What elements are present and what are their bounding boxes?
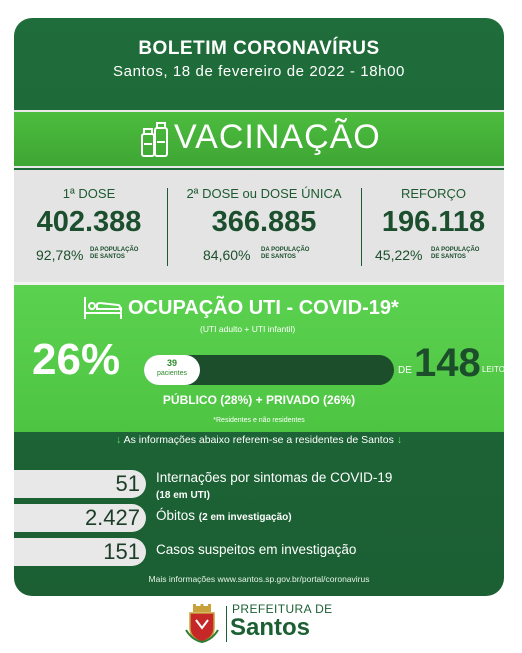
- column-divider: [361, 188, 362, 266]
- dose-percent: 45,22%: [375, 247, 423, 263]
- icu-title: OCUPAÇÃO UTI - COVID-19*: [128, 297, 399, 319]
- population-line-2: DE SANTOS: [90, 254, 125, 260]
- dose-first: [14, 170, 164, 282]
- population-line-2: DE SANTOS: [261, 254, 296, 260]
- santos-wordmark: Santos: [230, 614, 311, 641]
- stat-suspected-cases: [14, 538, 504, 566]
- dose-label: 2ª DOSE ou DOSE ÚNICA: [186, 186, 342, 201]
- footer-divider: [226, 606, 227, 642]
- dose-second: [169, 170, 359, 282]
- occupancy-bar-track: [144, 355, 394, 385]
- dose-value: 196.118: [381, 206, 486, 238]
- icu-footnote: *Residentes e não residentes: [213, 417, 305, 424]
- dose-label: 1ª DOSE: [62, 186, 116, 201]
- total-beds: 148: [414, 341, 481, 385]
- arrow-down-icon: ↓: [116, 434, 122, 446]
- dose-label: REFORÇO: [401, 186, 466, 201]
- vaccination-title: VACINAÇÃO: [174, 118, 381, 156]
- dose-value: 366.885: [211, 206, 317, 238]
- column-divider: [167, 188, 168, 266]
- bulletin-title: BOLETIM CORONAVÍRUS: [138, 38, 380, 59]
- bulletin-card: [14, 18, 511, 596]
- public-private-breakdown: PÚBLICO (28%) + PRIVADO (26%): [162, 393, 356, 407]
- stat-box: [14, 504, 146, 532]
- dose-percent: 92,78%: [36, 247, 84, 263]
- stat-label: Óbitos: [156, 508, 196, 523]
- prefeitura-label: PREFEITURA DE: [232, 602, 333, 616]
- city-footer: [0, 600, 522, 653]
- stat-value: 51: [115, 471, 140, 496]
- residents-note-text: As informações abaixo referem-se a residentes de Santos: [123, 434, 394, 446]
- stat-box: [14, 470, 146, 498]
- dose-percent: 84,60%: [203, 247, 251, 263]
- bulletin-header: [14, 18, 504, 92]
- stat-text: Internações por sintomas de COVID-19: [156, 470, 393, 485]
- icu-subtitle: (UTI adulto + UTI infantil): [200, 324, 296, 334]
- vaccination-banner: [14, 110, 504, 168]
- stat-value: 151: [103, 539, 140, 564]
- more-info-link[interactable]: Mais informações www.santos.sp.gov.br/portal/coronavirus: [148, 574, 370, 584]
- stat-text: [156, 508, 292, 523]
- stat-value: 2.427: [84, 505, 140, 530]
- population-line-2: DE SANTOS: [431, 254, 466, 260]
- of-label: DE: [398, 365, 412, 376]
- arrow-down-icon: ↓: [396, 434, 402, 446]
- city-crest-icon: [184, 604, 220, 644]
- bulletin-date: Santos, 18 de fevereiro de 2022 - 18h00: [113, 63, 405, 80]
- dose-booster: [363, 170, 504, 282]
- occupancy-bar-fill: [144, 355, 200, 385]
- dose-population-label: [261, 247, 309, 261]
- population-line-1: DA POPULAÇÃO: [261, 247, 310, 253]
- icu-occupancy-panel: [14, 282, 511, 432]
- stat-text: Casos suspeitos em investigação: [156, 542, 357, 557]
- stat-subtext: (18 em UTI): [156, 490, 210, 501]
- residents-note: [14, 434, 504, 446]
- dose-panel: [14, 170, 504, 282]
- population-line-1: DA POPULAÇÃO: [431, 247, 480, 253]
- vaccine-vials-icon: [140, 120, 170, 160]
- hospital-bed-icon: [82, 293, 124, 321]
- population-line-1: DA POPULAÇÃO: [90, 247, 139, 253]
- stat-box: [14, 538, 146, 566]
- stat-hospitalizations: [14, 470, 504, 501]
- dose-population-label: [90, 247, 138, 261]
- dose-population-label: [431, 247, 479, 261]
- stat-inline-subtext: (2 em investigação): [198, 512, 292, 523]
- beds-label: LEITOS: [482, 365, 511, 374]
- stat-deaths: [14, 504, 504, 532]
- patients-label: pacientes: [157, 370, 187, 377]
- dose-value: 402.388: [36, 206, 142, 238]
- patients-count: 39: [166, 358, 177, 368]
- icu-occupancy-percent: 26%: [32, 335, 121, 384]
